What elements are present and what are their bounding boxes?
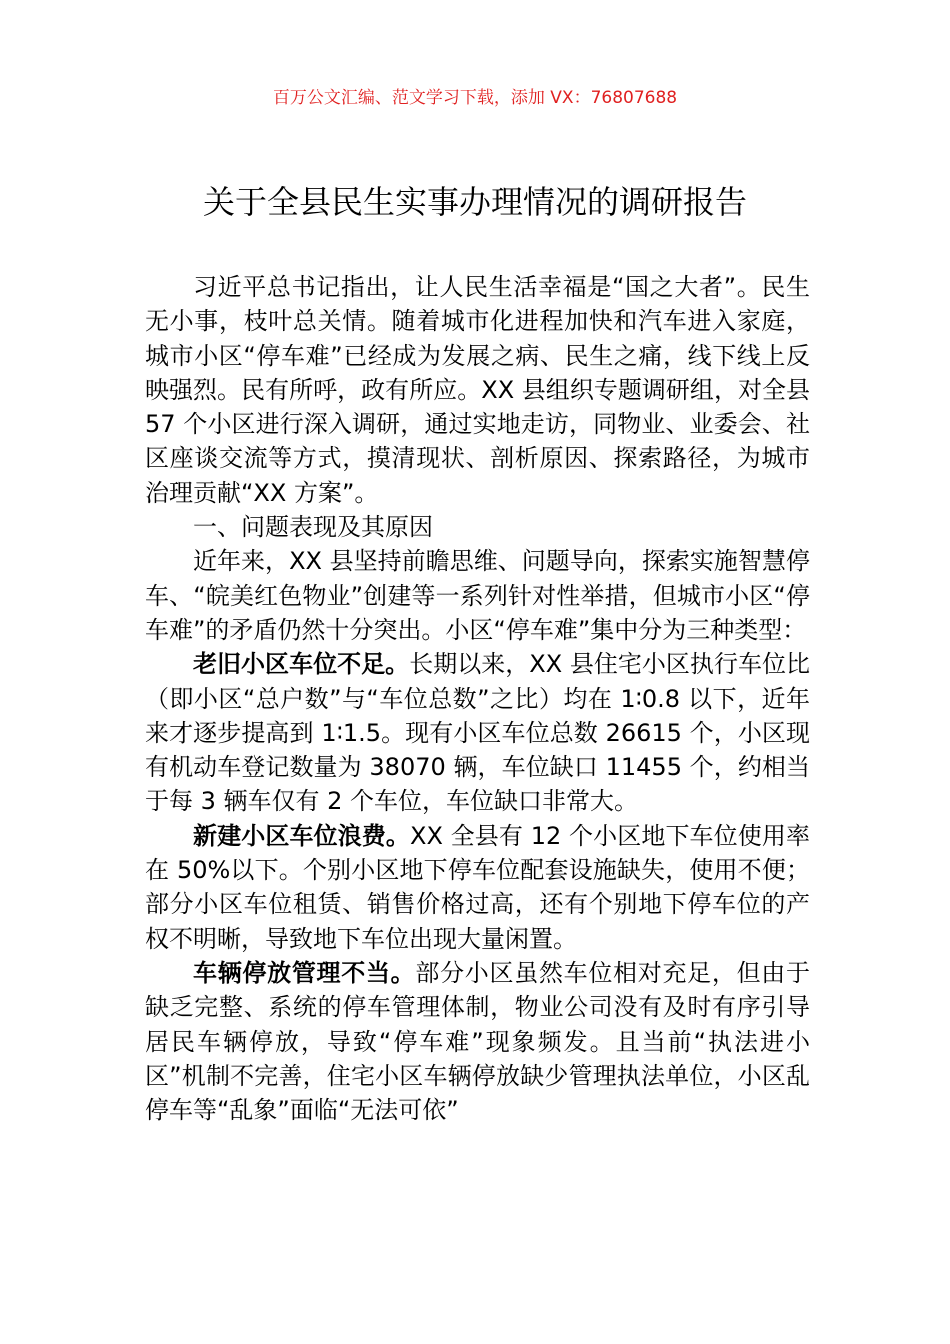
paragraph-text: 近年来，XX 县坚持前瞻思维、问题导向，探索实施智慧停车、“皖美红色物业”创建等一系列针对性举措，但城市小区“停车难”的矛盾仍然十分突出。小区“停车难”集中分为三种类型：	[145, 547, 810, 644]
paragraph-lead: 老旧小区车位不足。	[193, 650, 410, 679]
paragraph-lead: 车辆停放管理不当。	[193, 958, 416, 987]
paragraph-lead: 新建小区车位浪费。	[193, 821, 411, 850]
paragraph-text: 长期以来，XX 县住宅小区执行车位比（即小区“总户数”与“车位总数”之比）均在 1∶0.8 以下，近年来才逐步提高到 1∶1.5。现有小区车位总数 26615 个，小区现有机动车登记数量为 38070 辆，车位缺口 11455 个，约相当于每 3 辆车仅有 2 个车位，车位缺口非常大。	[145, 650, 811, 816]
section-heading-text: 一、问题表现及其原因	[193, 513, 433, 542]
paragraph-old-communities	[145, 647, 810, 818]
paragraph-new-communities	[145, 819, 810, 956]
paragraph-intro	[145, 270, 810, 510]
paragraph-text: XX 全县有 12 个小区地下车位使用率在 50%以下。个别小区地下停车位配套设施缺失，使用不便；部分小区车位租赁、销售价格过高，还有个别地下停车位的产权不明晰，导致地下车位出现大量闲置。	[145, 821, 811, 953]
section-heading-1	[145, 510, 810, 544]
paragraph-overview	[145, 544, 810, 647]
document-body	[145, 270, 810, 1127]
paragraph-parking-management	[145, 956, 810, 1127]
paragraph-text: 习近平总书记指出，让人民生活幸福是“国之大者”。民生无小事，枝叶总关情。随着城市化进程加快和汽车进入家庭，城市小区“停车难”已经成为发展之病、民生之痛，线下线上反映强烈。民有所呼，政有所应。XX 县组织专题调研组，对全县 57 个小区进行深入调研，通过实地走访，同物业、业委会、社区座谈交流等方式，摸清现状、剖析原因、探索路径，为城市治理贡献“XX 方案”。	[145, 273, 810, 507]
paragraph-text: 部分小区虽然车位相对充足，但由于缺乏完整、系统的停车管理体制，物业公司没有及时有序引导居民车辆停放，导致“停车难”现象频发。且当前“执法进小区”机制不完善，住宅小区车辆停放缺少管理执法单位，小区乱停车等“乱象”面临“无法可依”	[145, 958, 810, 1125]
document-title: 关于全县民生实事办理情况的调研报告	[202, 183, 747, 221]
watermark-header: 百万公文汇编、范文学习下载，添加 VX：76807688	[272, 88, 678, 108]
